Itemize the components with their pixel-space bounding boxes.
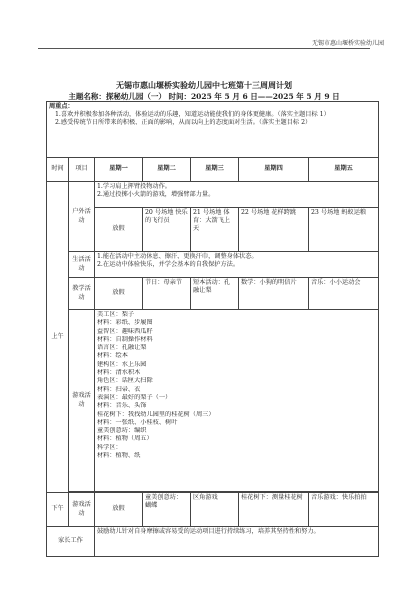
col-friday: 星期五 [309,158,379,182]
games-line-3: 益智区：趣味西瓜籽 [97,327,153,335]
games-line-9: 角色区：话匣大扫除 [97,377,153,385]
family-content: 鼓励幼儿针对自身摩擦或容易受的运动项目进行持续练习，培养其坚持性和努力。 [95,527,379,557]
life-line-2: 2.在运动中体验快乐，并学会基本的自我保护方法。 [97,261,240,269]
games-line-15: 童美创意坊：编织 [97,427,147,435]
games-line-6: 材料：绘本 [97,352,128,360]
period-pm: 下午 [47,493,69,527]
outdoor-monday: 放假 [95,208,143,252]
outdoor-label: 户外活动 [69,182,95,252]
goal-item-2: 2.感受传统节日所带来的积极、正面的影响，从而以向上的态度面对生活。（落实主题目标 2） [55,119,312,127]
outdoor-friday: 23 号场地 蚂蚁运粮 [309,208,379,252]
games-line-18: 材料：植物、纸 [97,452,141,460]
life-label: 生活活动 [69,252,95,278]
header-rule [38,48,370,49]
games-line-8: 材料：清水积木 [97,369,141,377]
goals-cell [47,102,379,158]
family-label: 家长工作 [47,527,95,557]
games-line-16: 材料：植物（周五） [97,435,153,443]
games-line-11: 表演区：最好的梨子（一） [97,393,172,401]
col-tuesday: 星期二 [143,158,191,182]
games-line-5: 语言区：孔融让梨 [97,344,147,352]
games-line-17: 科学区： [97,443,122,451]
games-line-14: 材料：一张纸、小桂枝、树叶 [97,418,178,426]
goal-item-1: 1.喜欢并积极参加各种活动，体验运动的乐趣，知道运动能使我们的身体更健康。（落实主题目标 1） [55,111,330,119]
games-line-1: 美工区：梨子 [97,311,135,318]
header-school: 无锡市惠山堰桥实验幼儿园 [311,40,384,47]
teaching-label: 教学活动 [69,278,95,310]
teaching-wednesday: 短本活动：孔融让梨 [191,278,239,310]
teaching-friday: 音乐：小小运动会 [309,278,379,310]
col-monday: 星期一 [95,158,143,182]
outdoor-goal-1: 1.学习肩上挥臂投物动作。 [97,183,171,190]
col-item: 项目 [69,158,95,182]
outdoor-tuesday: 20 号场地 快乐的飞行员 [143,208,191,252]
pm-games-wednesday: 区角游戏 [191,493,239,527]
games-line-10: 材料：扫帚、衣 [97,385,141,393]
life-content [95,252,379,278]
games-line-7: 建构区：水上乐园 [97,360,147,368]
weekly-plan-table [46,101,379,557]
pm-games-label: 游戏活动 [69,493,95,527]
page-title: 无锡市惠山堰桥实验幼儿园中七班第十三周周计划 [116,80,292,90]
games-line-2: 材料：彩纸、步履图 [97,319,153,327]
pm-games-thursday: 桂花树下：测量桂花树 [239,493,309,527]
life-line-1: 1.能在活动中主动休息、擦汗、更换汗巾，调整身体状态。 [97,253,258,260]
outdoor-thursday: 22 号场地 花样跨跳 [239,208,309,252]
outdoor-wednesday: 21 号场地 体育：大箭飞上天 [191,208,239,252]
games-label: 游戏活动 [69,310,95,492]
teaching-thursday: 数学：小狗的明信片 [239,278,309,310]
outdoor-goal-2: 2.通过投掷小火箭的游戏，增强臂部力量。 [97,191,215,199]
col-time: 时间 [47,158,69,182]
teaching-tuesday: 节日：母亲节 [143,278,191,310]
outdoor-goals [95,182,379,208]
goals-label: 周重点： [49,103,74,110]
page-subtitle: 主题名称：探秘幼儿园（一） 时间：2025 年 5 月 6 日——2025 年 5 月 9 日 [68,92,340,101]
pm-games-friday: 音乐游戏：快乐拍拍 [309,493,379,527]
pm-games-monday: 放假 [95,493,143,527]
pm-games-tuesday: 童美创意坊：蝴蝶 [143,493,191,527]
games-line-4: 材料：自制操作材料 [97,335,153,343]
period-am: 上午 [47,182,69,493]
games-line-12: 材料：音乐、头饰 [97,402,147,410]
games-content [95,310,379,492]
col-thursday: 星期四 [239,158,309,182]
games-line-13: 桂花树下：我找幼儿园里的桂花树（周三） [97,410,215,418]
col-wednesday: 星期三 [191,158,239,182]
teaching-monday: 放假 [95,278,143,310]
